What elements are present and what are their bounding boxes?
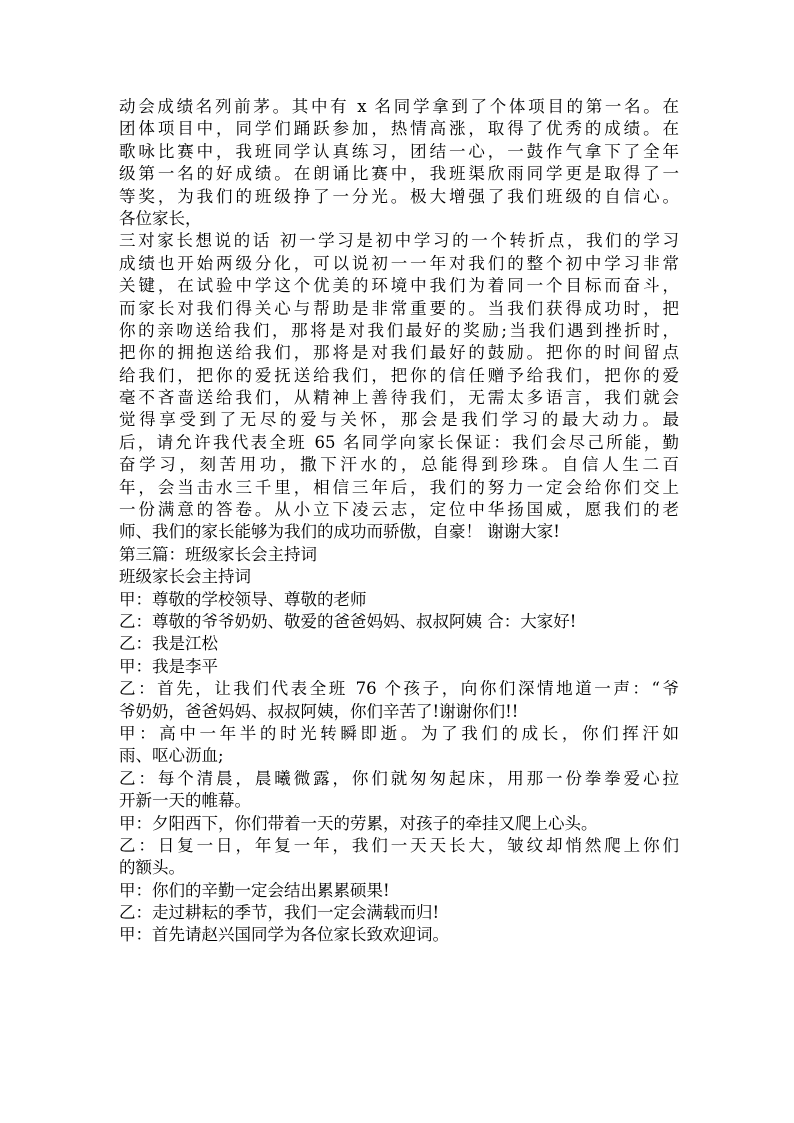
text-line: 觉得享受到了无尽的爱与关怀，那会是我们学习的最大动力。最 bbox=[119, 410, 679, 430]
text-line: 师、我们的家长能够为我们的成功而骄傲，自豪！ 谢谢大家! bbox=[119, 522, 560, 542]
text-line: 的额头。 bbox=[119, 858, 185, 878]
text-line: 第三篇：班级家长会主持词 bbox=[119, 544, 317, 564]
text-line: 甲：尊敬的学校领导、尊敬的老师 bbox=[119, 589, 367, 609]
text-line: 成绩也开始两级分化，可以说初一一年对我们的整个初中学习非常 bbox=[119, 253, 679, 273]
text-line: 毫不吝啬送给我们，从精神上善待我们，无需太多语言，我们就会 bbox=[119, 388, 679, 408]
text-line: 乙：首先，让我们代表全班 76 个孩子，向你们深情地道一声：“爷 bbox=[119, 679, 679, 699]
text-line: 把你的拥抱送给我们，那将是对我们最好的鼓励。把你的时间留点 bbox=[119, 343, 679, 363]
text-line: 给我们，把你的爱抚送给我们，把你的信任赠予给我们，把你的爱 bbox=[119, 365, 679, 385]
text-line: 级第一名的好成绩。在朗诵比赛中，我班渠欣雨同学更是取得了一 bbox=[119, 164, 679, 184]
text-line: 开新一天的帷幕。 bbox=[119, 791, 251, 811]
text-line: 甲：你们的辛勤一定会结出累累硕果! bbox=[119, 880, 390, 900]
text-line: 奋学习，刻苦用功，撒下汗水的，总能得到珍珠。自信人生二百 bbox=[119, 455, 679, 475]
text-line: 你的亲吻送给我们，那将是对我们最好的奖励;当我们遇到挫折时， bbox=[119, 320, 679, 340]
text-line: 乙：我是江松 bbox=[119, 634, 218, 654]
text-line: 而家长对我们得关心与帮助是非常重要的。当我们获得成功时，把 bbox=[119, 298, 679, 318]
document-body bbox=[119, 96, 679, 947]
text-line: 乙：走过耕耘的季节，我们一定会满载而归! bbox=[119, 903, 440, 923]
text-line: 班级家长会主持词 bbox=[119, 567, 251, 587]
text-line: 动会成绩名列前茅。其中有 x 名同学拿到了个体项目的第一名。在 bbox=[119, 97, 679, 116]
text-line: 乙：尊敬的爷爷奶奶、敬爱的爸爸妈妈、叔叔阿姨 合：大家好! bbox=[119, 611, 577, 631]
text-line: 三对家长想说的话 初一学习是初中学习的一个转折点，我们的学习 bbox=[119, 231, 679, 251]
text-line: 甲：夕阳西下，你们带着一天的劳累，对孩子的牵挂又爬上心头。 bbox=[119, 813, 598, 833]
text-line: 年，会当击水三千里，相信三年后，我们的努力一定会给你们交上 bbox=[119, 477, 679, 497]
text-line: 等奖，为我们的班级挣了一分光。极大增强了我们班级的自信心。 bbox=[119, 186, 679, 206]
text-line: 甲：高中一年半的时光转瞬即逝。为了我们的成长，你们挥汗如 bbox=[119, 723, 679, 743]
text-line: 乙：每个清晨，晨曦微露，你们就匆匆起床，用那一份拳拳爱心拉 bbox=[119, 768, 679, 788]
text-line: 雨、呕心沥血; bbox=[119, 746, 224, 766]
text-line: 一份满意的答卷。从小立下凌云志，定位中华扬国威，愿我们的老 bbox=[119, 500, 679, 520]
text-line: 爷奶奶，爸爸妈妈、叔叔阿姨，你们辛苦了!谢谢你们!! bbox=[119, 701, 519, 721]
text-line: 团体项目中，同学们踊跃参加，热情高涨，取得了优秀的成绩。在 bbox=[119, 119, 679, 139]
text-line: 关键，在试验中学这个优美的环境中我们为着同一个目标而奋斗， bbox=[119, 276, 679, 296]
text-line: 甲：首先请赵兴国同学为各位家长致欢迎词。 bbox=[119, 925, 449, 945]
text-line: 歌咏比赛中，我班同学认真练习，团结一心，一鼓作气拿下了全年 bbox=[119, 141, 679, 161]
text-line: 甲：我是李平 bbox=[119, 656, 218, 676]
text-line: 乙：日复一日，年复一年，我们一天天长大，皱纹却悄然爬上你们 bbox=[119, 835, 679, 855]
text-line: 各位家长， bbox=[119, 208, 202, 228]
text-line: 后，请允许我代表全班 65 名同学向家长保证：我们会尽己所能，勤 bbox=[119, 432, 679, 452]
